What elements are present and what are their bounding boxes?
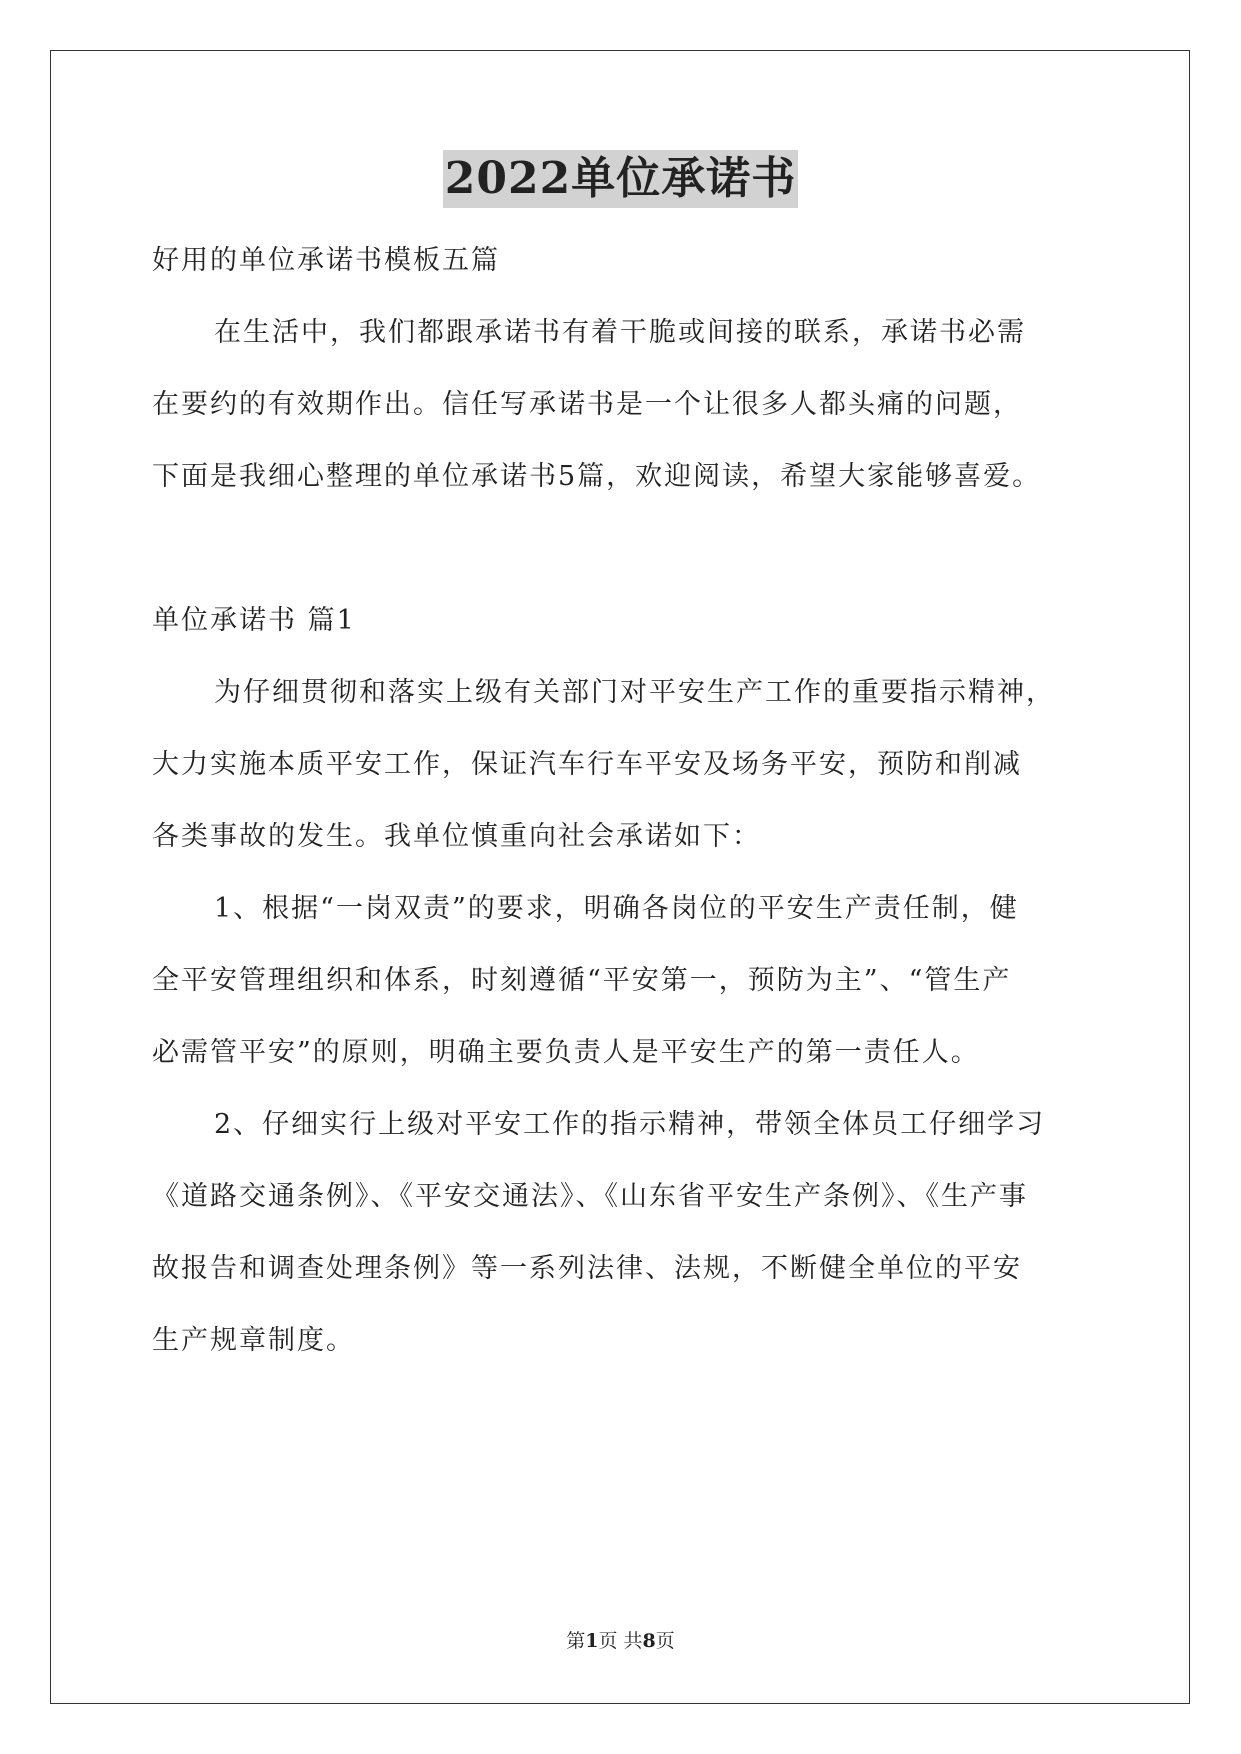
page-total: 8 bbox=[642, 1630, 656, 1652]
item-line: 《道路交通条例》、《平安交通法》、《山东省平安生产条例》、《生产事 bbox=[152, 1181, 1028, 1212]
page-mid: 页 共 bbox=[598, 1630, 643, 1652]
title-container bbox=[0, 150, 1241, 208]
item-line: 必需管平安”的原则，明确主要负责人是平安生产的第一责任人。 bbox=[152, 1037, 980, 1068]
page-suffix: 页 bbox=[655, 1630, 675, 1652]
document-title: 2022单位承诺书 bbox=[443, 150, 798, 208]
paragraph-line: 大力实施本质平安工作，保证汽车行车平安及场务平安，预防和削减 bbox=[152, 749, 1022, 780]
paragraph-line: 各类事故的发生。我单位慎重向社会承诺如下： bbox=[152, 821, 761, 852]
page-number: 1 bbox=[585, 1630, 599, 1652]
intro-line: 在生活中，我们都跟承诺书有着干脆或间接的联系，承诺书必需 bbox=[214, 317, 1026, 348]
page-border bbox=[50, 50, 1190, 1704]
item-line: 故报告和调查处理条例》等一系列法律、法规，不断健全单位的平安 bbox=[152, 1253, 1022, 1284]
intro-line: 下面是我细心整理的单位承诺书5篇，欢迎阅读，希望大家能够喜爱。 bbox=[152, 461, 1042, 492]
section-heading: 单位承诺书 篇1 bbox=[152, 605, 356, 636]
document-subtitle: 好用的单位承诺书模板五篇 bbox=[152, 245, 500, 276]
item-line: 全平安管理组织和体系，时刻遵循“平安第一，预防为主”、“管生产 bbox=[152, 965, 1012, 996]
page-prefix: 第 bbox=[566, 1630, 586, 1652]
item-line: 1、根据“一岗双责”的要求，明确各岗位的平安生产责任制，健 bbox=[214, 893, 1019, 924]
item-line: 生产规章制度。 bbox=[152, 1325, 355, 1356]
page-footer bbox=[0, 1629, 1241, 1653]
paragraph-line: 为仔细贯彻和落实上级有关部门对平安生产工作的重要指示精神， bbox=[214, 677, 1055, 708]
item-line: 2、仔细实行上级对平安工作的指示精神，带领全体员工仔细学习 bbox=[214, 1109, 1046, 1140]
intro-line: 在要约的有效期作出。信任写承诺书是一个让很多人都头痛的问题， bbox=[152, 389, 1022, 420]
